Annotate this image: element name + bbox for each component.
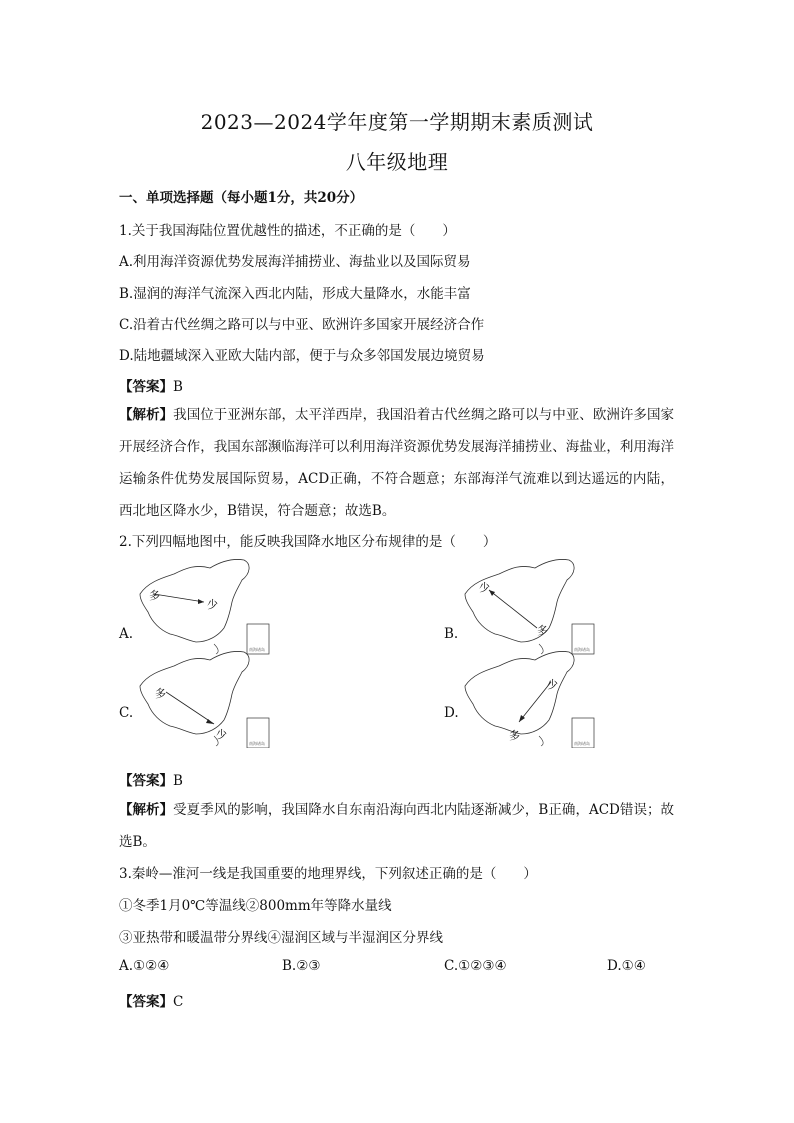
svg-text:南海诸岛: 南海诸岛	[249, 647, 265, 652]
analysis-text: 我国位于亚洲东部，太平洋西岸，我国沿着古代丝绸之路可以与中亚、欧洲许多国家开展经济合作，我国东部濒临海洋可以利用海洋资源优势发展海洋捕捞业、海盐业，利用海洋运输条件优势发展国际贸易，ACD正确，不符合题意；东部海洋气流难以到达遥远的内陆，西北地区降水少，B错误，符合题意；故选B。	[119, 407, 675, 519]
q2-label-d: D.	[444, 705, 459, 721]
q1-option-a: A.利用海洋资源优势发展海洋捕捞业、海盐业以及国际贸易	[119, 254, 471, 270]
q3-statements-1: ①冬季1月0℃等温线②800mm年等降水量线	[119, 898, 392, 914]
map-d-from: 少	[547, 678, 558, 691]
q1-option-b: B.湿润的海洋气流深入西北内陆，形成大量降水，水能丰富	[119, 286, 471, 302]
q1-option-d: D.陆地疆域深入亚欧大陆内部，便于与众多邻国发展边境贸易	[119, 348, 485, 364]
svg-text:南海诸岛: 南海诸岛	[249, 741, 265, 746]
answer-label: 【答案】	[119, 994, 173, 1010]
answer-label: 【答案】	[119, 379, 173, 395]
map-d-to: 多	[509, 729, 520, 742]
map-a	[134, 556, 274, 656]
answer-value: B	[173, 773, 183, 789]
q3-stem: 3.秦岭—淮河一线是我国重要的地理界线，下列叙述正确的是（ ）	[119, 866, 537, 882]
map-a-to: 少	[207, 598, 218, 611]
q3-answer	[119, 990, 183, 1010]
q2-stem: 2.下列四幅地图中，能反映我国降水地区分布规律的是（ ）	[119, 534, 497, 550]
analysis-label: 【解析】	[119, 802, 174, 818]
analysis-label: 【解析】	[119, 407, 174, 423]
q3-option-a: A.①②④	[119, 958, 170, 974]
q1-analysis	[119, 399, 674, 527]
q3-option-d: D.①④	[607, 958, 646, 974]
q2-label-c: C.	[119, 705, 134, 721]
answer-value: B	[173, 379, 183, 395]
svg-text:南海诸岛: 南海诸岛	[574, 741, 590, 746]
q2-analysis	[119, 794, 674, 858]
map-c-to: 少	[216, 728, 227, 741]
answer-label: 【答案】	[119, 773, 173, 789]
q1-option-c: C.沿着古代丝绸之路可以与中亚、欧洲许多国家开展经济合作	[119, 317, 485, 333]
q1-stem: 1.关于我国海陆位置优越性的描述，不正确的是（ ）	[119, 223, 456, 239]
china-map-a-icon	[134, 556, 274, 656]
map-c-from: 多	[155, 687, 166, 700]
answer-value: C	[173, 994, 184, 1010]
q2-label-a: A.	[119, 626, 134, 642]
analysis-text: 受夏季风的影响，我国降水自东南沿海向西北内陆逐渐减少，B正确，ACD错误；故选B。	[119, 802, 674, 850]
svg-text:南海诸岛: 南海诸岛	[574, 647, 590, 652]
china-map-d-icon	[459, 648, 599, 748]
q1-answer	[119, 375, 183, 395]
map-d	[459, 648, 599, 748]
q2-answer	[119, 769, 183, 789]
map-a-from: 多	[149, 589, 160, 602]
page-title: 2023—2024学年度第一学期期末素质测试	[200, 110, 594, 134]
q3-option-c: C.①②③④	[444, 958, 507, 974]
map-b	[459, 556, 599, 656]
map-b-to: 多	[537, 624, 548, 637]
section-heading: 一、单项选择题（每小题1分，共20分）	[119, 190, 364, 206]
map-b-from: 少	[479, 581, 490, 594]
q2-label-b: B.	[444, 626, 459, 642]
q3-statements-2: ③亚热带和暖温带分界线④湿润区域与半湿润区分界线	[119, 930, 443, 946]
page-subtitle: 八年级地理	[345, 150, 449, 174]
q3-option-b: B.②③	[282, 958, 321, 974]
china-map-b-icon	[459, 556, 599, 656]
